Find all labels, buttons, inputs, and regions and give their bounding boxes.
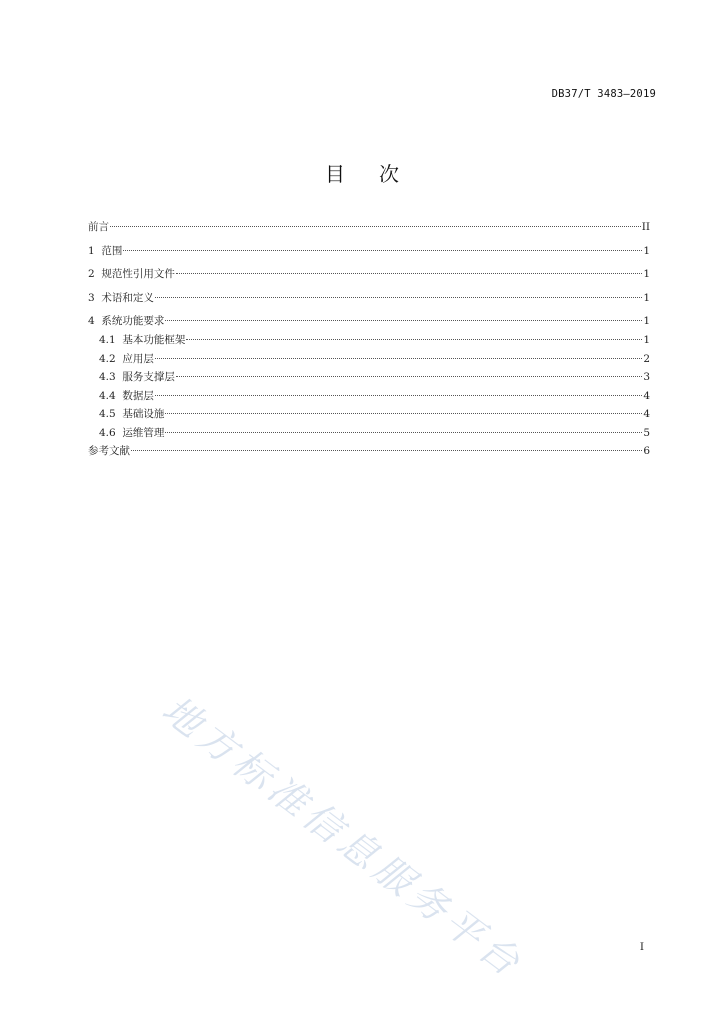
toc-leader-dots [176,273,642,274]
toc-entry-label: 运维管理 [122,426,165,439]
page-title [0,158,724,187]
toc-entry-page: 2 [643,352,650,365]
toc-entry-number: 4 [88,315,102,327]
toc-entry-number: 4.3 [99,371,123,383]
toc-entry-page: 6 [643,445,650,457]
toc-leader-dots [155,395,642,396]
toc-entry-page: 1 [643,315,650,327]
standard-number: DB37/T 3483—2019 [551,88,656,100]
toc-entry-page: 4 [643,408,650,420]
table-of-contents [88,218,650,461]
toc-leader-dots [165,413,642,414]
toc-entry-page: 1 [643,268,650,280]
toc-entry-label: 术语和定义 [101,291,154,304]
toc-leader-dots [155,297,642,298]
toc-subentry[interactable] [88,405,650,424]
toc-leader-dots [165,432,642,433]
watermark-text: 地方标准信息服务平台 [154,687,532,988]
toc-subentry[interactable] [88,424,650,443]
toc-entry[interactable] [88,312,650,331]
toc-entry-label: 基础设施 [122,408,165,420]
toc-entry[interactable] [88,442,650,461]
toc-entry-page: II [641,221,650,233]
toc-entry-label: 参考文献 [88,445,130,457]
toc-entry[interactable] [88,265,650,284]
toc-entry-number: 2 [88,268,102,280]
toc-entry-number: 4.5 [99,408,123,420]
toc-leader-dots [155,358,642,359]
toc-entry-number: 4.4 [99,389,123,402]
toc-entry-page: 5 [643,426,650,439]
toc-entry[interactable] [88,218,650,237]
toc-entry-label: 应用层 [122,352,154,365]
toc-entry-label: 基本功能框架 [122,334,186,346]
toc-leader-dots [176,376,642,377]
toc-entry-page: 4 [643,389,650,402]
toc-leader-dots [123,250,642,251]
title-part-2: 次 [379,162,399,186]
toc-entry[interactable] [88,242,650,261]
toc-entry-number: 4.1 [99,334,123,346]
toc-subentry[interactable] [88,387,650,406]
title-part-1: 目 [325,162,345,186]
toc-entry-label: 范围 [101,244,123,257]
toc-entry-page: 1 [643,291,650,304]
toc-leader-dots [186,339,642,340]
toc-entry-label: 系统功能要求 [101,315,165,327]
toc-entry-label: 服务支撑层 [122,371,175,383]
toc-entry-label: 数据层 [122,389,154,402]
toc-subentry[interactable] [88,350,650,369]
toc-subentry[interactable] [88,331,650,350]
toc-leader-dots [131,450,642,451]
toc-entry-label: 前言 [88,221,109,233]
toc-entry-number: 1 [88,244,102,257]
toc-entry[interactable] [88,289,650,308]
toc-entry-number: 4.2 [99,352,123,365]
page-number: I [639,941,644,953]
toc-leader-dots [110,226,641,227]
toc-entry-label: 规范性引用文件 [101,268,175,280]
toc-entry-number: 4.6 [99,426,123,439]
toc-subentry[interactable] [88,368,650,387]
toc-entry-page: 1 [643,334,650,346]
toc-leader-dots [165,320,642,321]
toc-entry-number: 3 [88,291,102,304]
toc-entry-page: 3 [643,371,650,383]
toc-entry-page: 1 [643,244,650,257]
